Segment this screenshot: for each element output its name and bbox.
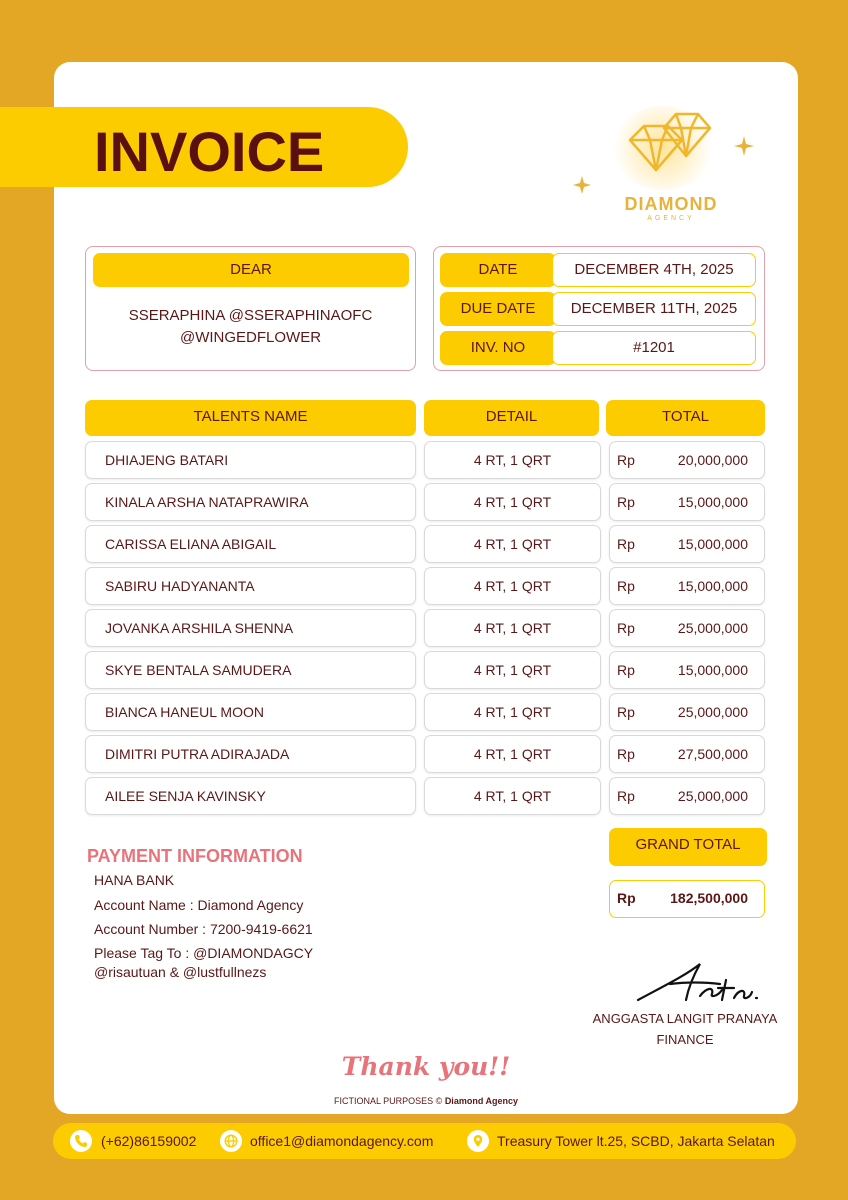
brand-logo — [566, 102, 776, 232]
talent-name: SABIRU HADYANANTA — [85, 567, 416, 605]
header-total: TOTAL — [606, 400, 765, 436]
date-value: DECEMBER 4TH, 2025 — [552, 253, 756, 287]
amount: 25,000,000 — [677, 704, 748, 720]
payment-title: PAYMENT INFORMATION — [87, 846, 303, 866]
fictional-prefix: FICTIONAL PURPOSES © — [333, 1096, 445, 1106]
talent-detail: 4 RT, 1 QRT — [424, 567, 601, 605]
contact-footer — [53, 1123, 796, 1159]
talent-name: CARISSA ELIANA ABIGAIL — [85, 525, 416, 563]
currency: Rp — [617, 620, 635, 636]
amount: 20,000,000 — [677, 452, 748, 468]
talent-detail: 4 RT, 1 QRT — [424, 609, 601, 647]
currency: Rp — [617, 452, 635, 468]
grand-total-label: GRAND TOTAL — [609, 828, 767, 866]
invoice-info-box — [433, 246, 765, 371]
currency: Rp — [617, 890, 636, 906]
account-number: Account Number : 7200-9419-6621 — [94, 921, 313, 937]
amount: 25,000,000 — [677, 620, 748, 636]
footer-phone[interactable]: (+62)86159002 — [101, 1133, 197, 1149]
grand-total-value — [609, 880, 765, 918]
currency: Rp — [617, 746, 635, 762]
currency: Rp — [617, 536, 635, 552]
signature — [630, 958, 780, 1008]
account-name: Account Name : Diamond Agency — [94, 897, 304, 913]
talent-name: AILEE SENJA KAVINSKY — [85, 777, 416, 815]
recipient — [86, 305, 415, 349]
talent-detail: 4 RT, 1 QRT — [424, 651, 601, 689]
talent-total — [609, 693, 765, 731]
page-title: INVOICE — [94, 120, 325, 183]
signer — [586, 1008, 784, 1050]
brand-subtitle: AGENCY — [647, 215, 695, 222]
talent-detail: 4 RT, 1 QRT — [424, 777, 601, 815]
brand-name: DIAMOND — [624, 194, 718, 214]
tag-line: Please Tag To : @DIAMONDAGCY — [94, 945, 314, 961]
due-date-label: DUE DATE — [440, 292, 556, 326]
currency: Rp — [617, 494, 635, 510]
currency: Rp — [617, 662, 635, 678]
footer-address: Treasury Tower lt.25, SCBD, Jakarta Selatan — [497, 1133, 775, 1149]
talent-name: KINALA ARSHA NATAPRAWIRA — [85, 483, 416, 521]
location-pin-icon — [467, 1130, 489, 1152]
talent-detail: 4 RT, 1 QRT — [424, 483, 601, 521]
fictional-note — [54, 1096, 798, 1106]
date-label: DATE — [440, 253, 556, 287]
talent-detail: 4 RT, 1 QRT — [424, 441, 601, 479]
amount: 15,000,000 — [677, 536, 748, 552]
talent-name: BIANCA HANEUL MOON — [85, 693, 416, 731]
currency: Rp — [617, 788, 635, 804]
dear-box — [85, 246, 416, 371]
header-talents-name: TALENTS NAME — [85, 400, 416, 436]
recipient-line-1: SSERAPHINA @SSERAPHINAOFC — [128, 307, 373, 324]
talent-total — [609, 735, 765, 773]
date-row — [440, 253, 756, 287]
grand-total-amount: 182,500,000 — [670, 890, 748, 906]
currency: Rp — [617, 704, 635, 720]
due-date-value: DECEMBER 11TH, 2025 — [552, 292, 756, 326]
talent-total — [609, 609, 765, 647]
talent-total — [609, 777, 765, 815]
talent-detail: 4 RT, 1 QRT — [424, 693, 601, 731]
talent-total — [609, 483, 765, 521]
amount: 15,000,000 — [677, 578, 748, 594]
amount: 25,000,000 — [677, 788, 748, 804]
invoice-number-row — [440, 331, 756, 365]
signer-name: ANGGASTA LANGIT PRANAYA — [592, 1011, 778, 1026]
amount: 27,500,000 — [677, 746, 748, 762]
talent-name: DHIAJENG BATARI — [85, 441, 416, 479]
talent-detail: 4 RT, 1 QRT — [424, 735, 601, 773]
dear-label: DEAR — [93, 253, 409, 287]
due-date-row — [440, 292, 756, 326]
globe-icon — [220, 1130, 242, 1152]
bank-name: HANA BANK — [94, 872, 175, 888]
fictional-brand: Diamond Agency — [444, 1096, 518, 1106]
diamond-icon — [566, 102, 776, 202]
talent-total — [609, 567, 765, 605]
talent-detail: 4 RT, 1 QRT — [424, 525, 601, 563]
invoice-number-value: #1201 — [552, 331, 756, 365]
signer-role: FINANCE — [656, 1032, 714, 1047]
phone-icon — [70, 1130, 92, 1152]
talent-name: DIMITRI PUTRA ADIRAJADA — [85, 735, 416, 773]
title-banner — [0, 107, 408, 187]
header-detail: DETAIL — [424, 400, 599, 436]
talent-name: JOVANKA ARSHILA SHENNA — [85, 609, 416, 647]
thank-you: Thank you!! — [341, 1052, 511, 1081]
currency: Rp — [617, 578, 635, 594]
talent-total — [609, 441, 765, 479]
recipient-line-2: @WINGEDFLOWER — [179, 329, 322, 346]
amount: 15,000,000 — [677, 494, 748, 510]
amount: 15,000,000 — [677, 662, 748, 678]
talent-total — [609, 651, 765, 689]
footer-email[interactable]: office1@diamondagency.com — [250, 1133, 434, 1149]
talent-total — [609, 525, 765, 563]
tag-line-2: @risautuan & @lustfullnezs — [94, 964, 267, 980]
invoice-number-label: INV. NO — [440, 331, 556, 365]
talent-name: SKYE BENTALA SAMUDERA — [85, 651, 416, 689]
